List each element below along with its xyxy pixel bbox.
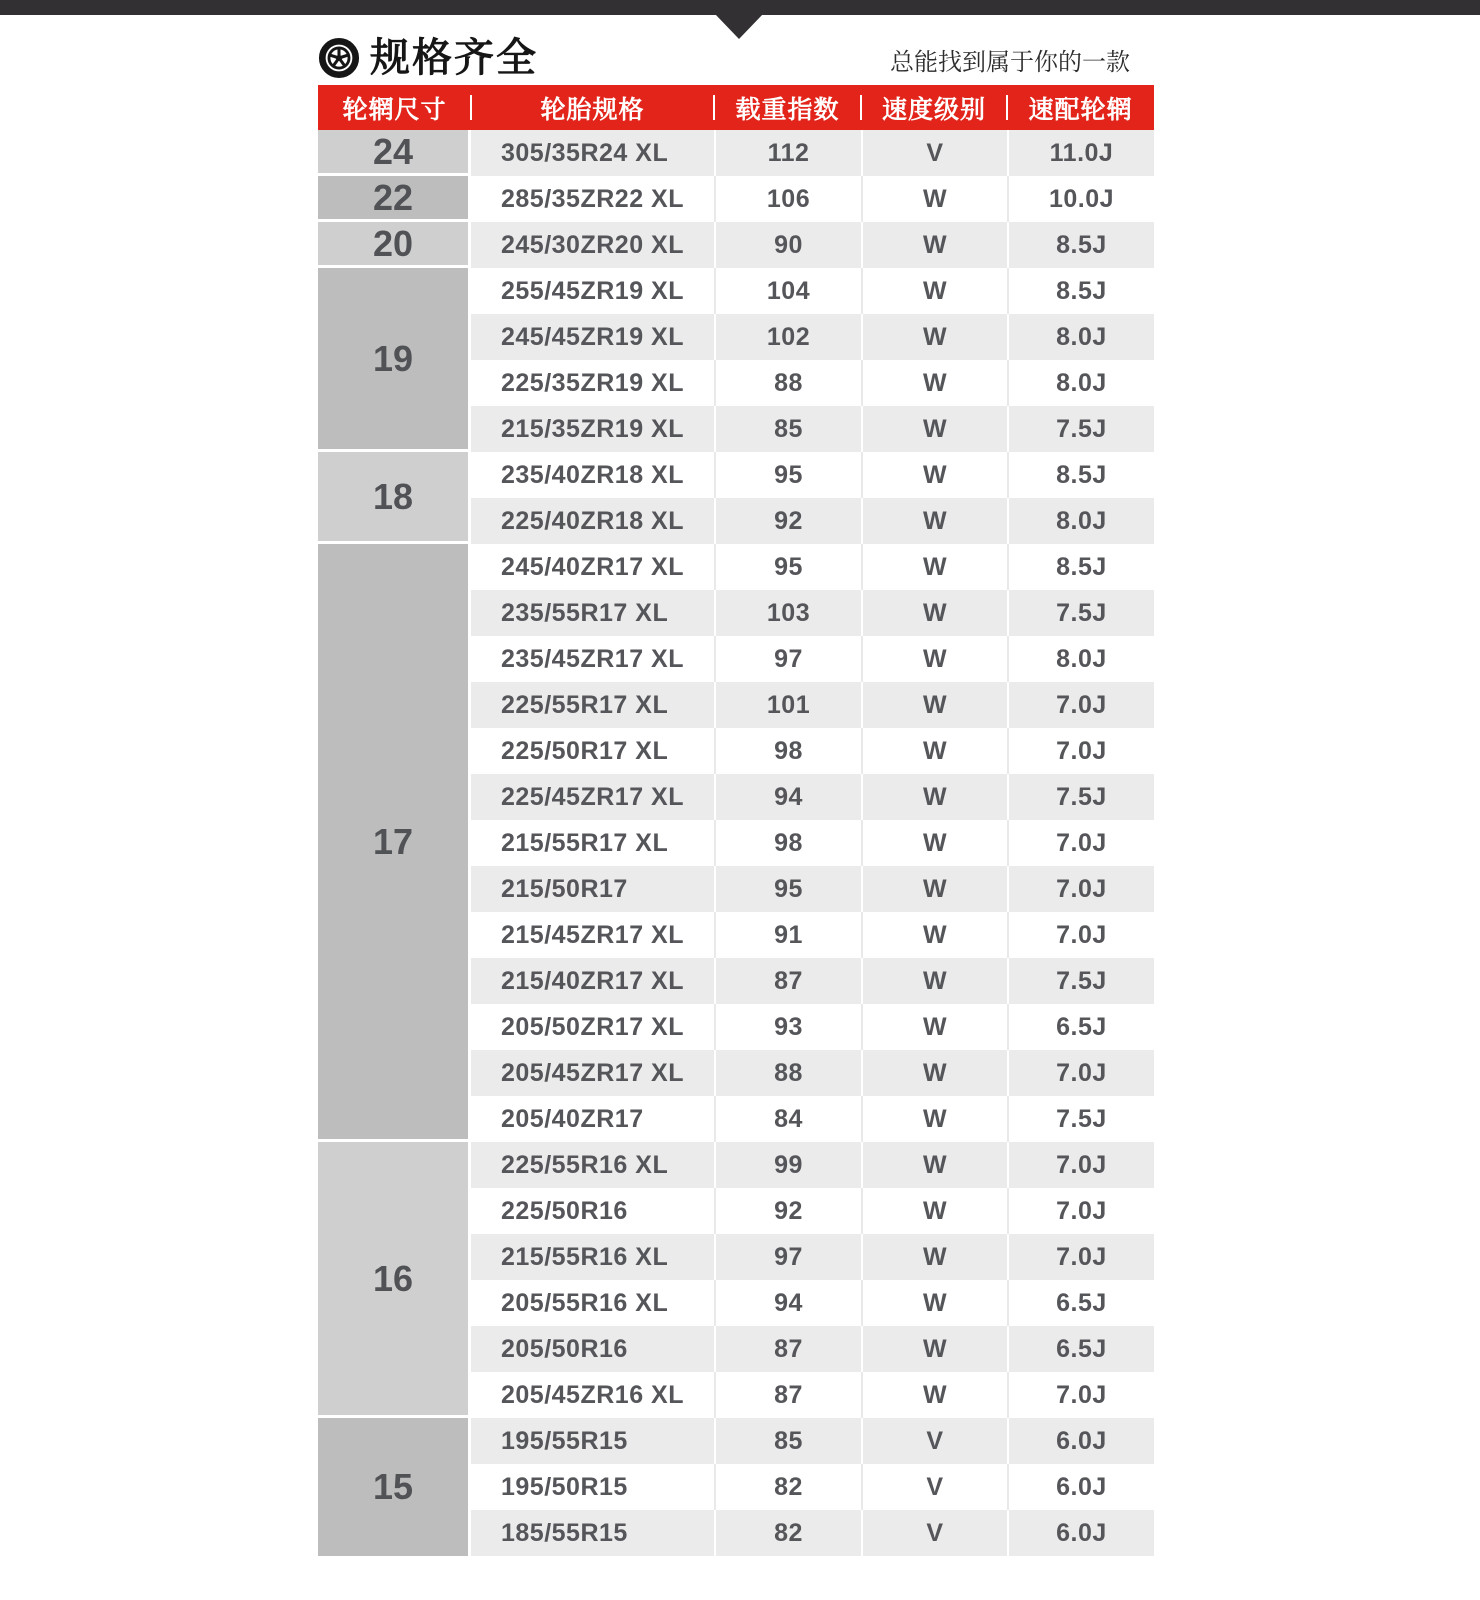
rim-match-cell: 7.0J [1007,820,1154,866]
speed-rating-cell: W [861,1188,1007,1234]
speed-rating-cell: W [861,958,1007,1004]
tire-spec-cell: 225/55R17 XL [501,690,669,719]
load-index-cell: 94 [714,774,861,820]
speed-rating-cell: W [861,590,1007,636]
rim-match-cell: 6.5J [1007,1326,1154,1372]
rim-match-cell: 11.0J [1007,130,1154,176]
rim-match-cell: 7.0J [1007,1372,1154,1418]
load-index-cell: 106 [714,176,861,222]
section-header [318,30,1154,80]
tire-spec-cell: 245/40ZR17 XL [501,552,684,581]
rim-size-cell: 15 [318,1418,468,1556]
load-index-cell: 95 [714,452,861,498]
load-index-cell: 85 [714,406,861,452]
table-row [471,1464,1154,1510]
tire-spec-cell: 235/55R17 XL [501,598,669,627]
table-row [471,1280,1154,1326]
load-index-cell: 99 [714,1142,861,1188]
rim-match-cell: 6.5J [1007,1004,1154,1050]
rim-match-cell: 7.0J [1007,1050,1154,1096]
table-row [471,130,1154,176]
tire-spec-cell: 205/45ZR17 XL [501,1058,684,1087]
spec-table [318,85,1154,1556]
table-row [471,314,1154,360]
rim-size-cell: 24 [318,130,468,176]
speed-rating-cell: W [861,268,1007,314]
tire-spec-cell: 205/50ZR17 XL [501,1012,684,1041]
rim-size-cell: 20 [318,222,468,268]
speed-rating-cell: W [861,314,1007,360]
load-index-cell: 92 [714,498,861,544]
rim-match-cell: 6.5J [1007,1280,1154,1326]
col-header-tire-spec: 轮胎规格 [471,85,714,130]
load-index-cell: 87 [714,1372,861,1418]
rim-match-cell: 6.0J [1007,1510,1154,1556]
rim-match-cell: 6.0J [1007,1418,1154,1464]
load-index-cell: 87 [714,958,861,1004]
rim-size-cell: 16 [318,1142,468,1418]
load-index-cell: 101 [714,682,861,728]
rim-group-16 [318,1142,1154,1418]
table-row [471,544,1154,590]
load-index-cell: 91 [714,912,861,958]
speed-rating-cell: W [861,866,1007,912]
table-row [471,1234,1154,1280]
tire-spec-cell: 245/45ZR19 XL [501,322,684,351]
rim-match-cell: 8.0J [1007,360,1154,406]
load-index-cell: 98 [714,820,861,866]
col-header-speed-rating: 速度级别 [861,85,1007,130]
tire-spec-cell: 225/55R16 XL [501,1150,669,1179]
rim-group-15 [318,1418,1154,1556]
load-index-cell: 87 [714,1326,861,1372]
rim-match-cell: 8.0J [1007,498,1154,544]
rim-match-cell: 7.5J [1007,1096,1154,1142]
table-row [471,958,1154,1004]
table-row [471,268,1154,314]
tire-spec-cell: 225/50R16 [501,1196,628,1225]
tire-spec-cell: 215/40ZR17 XL [501,966,684,995]
table-row [471,498,1154,544]
load-index-cell: 97 [714,636,861,682]
rim-size-cell: 19 [318,268,468,452]
section-subtitle: 总能找到属于你的一款 [890,49,1130,76]
section-title: 规格齐全 [370,36,538,80]
col-header-load-index: 载重指数 [714,85,861,130]
rim-match-cell: 7.5J [1007,590,1154,636]
table-row [471,820,1154,866]
rim-match-cell: 7.0J [1007,1142,1154,1188]
tire-spec-cell: 305/35R24 XL [501,138,669,167]
table-row [471,682,1154,728]
table-row [471,590,1154,636]
table-header [318,85,1154,130]
speed-rating-cell: V [861,1510,1007,1556]
rim-group-22 [318,176,1154,222]
speed-rating-cell: W [861,1326,1007,1372]
table-row [471,360,1154,406]
tire-spec-cell: 225/45ZR17 XL [501,782,684,811]
speed-rating-cell: W [861,1142,1007,1188]
speed-rating-cell: W [861,176,1007,222]
rim-match-cell: 8.5J [1007,268,1154,314]
load-index-cell: 98 [714,728,861,774]
speed-rating-cell: V [861,1418,1007,1464]
speed-rating-cell: W [861,544,1007,590]
load-index-cell: 95 [714,544,861,590]
spec-section [318,30,1154,1556]
rim-group-19 [318,268,1154,452]
tire-spec-cell: 205/40ZR17 [501,1104,644,1133]
rim-group-20 [318,222,1154,268]
tire-spec-cell: 235/45ZR17 XL [501,644,684,673]
table-row [471,452,1154,498]
tire-spec-cell: 225/35ZR19 XL [501,368,684,397]
rim-match-cell: 8.0J [1007,636,1154,682]
table-row [471,728,1154,774]
speed-rating-cell: W [861,1004,1007,1050]
tire-spec-cell: 255/45ZR19 XL [501,276,684,305]
table-row [471,1372,1154,1418]
load-index-cell: 97 [714,1234,861,1280]
tire-spec-cell: 245/30ZR20 XL [501,230,684,259]
tire-spec-cell: 195/55R15 [501,1426,628,1455]
speed-rating-cell: W [861,498,1007,544]
table-row [471,1510,1154,1556]
load-index-cell: 88 [714,1050,861,1096]
speed-rating-cell: W [861,1280,1007,1326]
table-row [471,1004,1154,1050]
rim-size-cell: 17 [318,544,468,1142]
top-divider-bar [0,0,1480,15]
rim-match-cell: 8.0J [1007,314,1154,360]
tire-spec-cell: 235/40ZR18 XL [501,460,684,489]
table-row [471,912,1154,958]
table-row [471,1096,1154,1142]
tire-spec-cell: 205/50R16 [501,1334,628,1363]
rim-match-cell: 8.5J [1007,544,1154,590]
tire-spec-cell: 215/55R17 XL [501,828,669,857]
load-index-cell: 94 [714,1280,861,1326]
load-index-cell: 95 [714,866,861,912]
table-row [471,1418,1154,1464]
table-row [471,1326,1154,1372]
rim-match-cell: 8.5J [1007,452,1154,498]
table-body [318,130,1154,1556]
rim-group-18 [318,452,1154,544]
speed-rating-cell: W [861,636,1007,682]
rim-match-cell: 7.5J [1007,774,1154,820]
table-row [471,222,1154,268]
table-row [471,176,1154,222]
speed-rating-cell: W [861,820,1007,866]
tire-spec-cell: 205/45ZR16 XL [501,1380,684,1409]
load-index-cell: 82 [714,1464,861,1510]
load-index-cell: 90 [714,222,861,268]
tire-spec-cell: 215/50R17 [501,874,628,903]
table-row [471,1050,1154,1096]
speed-rating-cell: V [861,130,1007,176]
tire-spec-cell: 285/35ZR22 XL [501,184,684,213]
load-index-cell: 103 [714,590,861,636]
load-index-cell: 102 [714,314,861,360]
rim-match-cell: 6.0J [1007,1464,1154,1510]
load-index-cell: 92 [714,1188,861,1234]
table-row [471,1142,1154,1188]
rim-match-cell: 7.0J [1007,1234,1154,1280]
col-header-rim-size: 轮辋尺寸 [342,95,447,124]
rim-match-cell: 7.0J [1007,728,1154,774]
speed-rating-cell: W [861,360,1007,406]
tire-spec-cell: 215/45ZR17 XL [501,920,684,949]
rim-match-cell: 7.5J [1007,958,1154,1004]
table-row [471,636,1154,682]
tire-spec-cell: 225/40ZR18 XL [501,506,684,535]
rim-match-cell: 7.0J [1007,682,1154,728]
rim-group-24 [318,130,1154,176]
speed-rating-cell: W [861,1050,1007,1096]
load-index-cell: 82 [714,1510,861,1556]
table-row [471,866,1154,912]
speed-rating-cell: W [861,912,1007,958]
rim-match-cell: 10.0J [1007,176,1154,222]
speed-rating-cell: W [861,682,1007,728]
speed-rating-cell: W [861,1096,1007,1142]
rim-match-cell: 8.5J [1007,222,1154,268]
speed-rating-cell: W [861,774,1007,820]
load-index-cell: 112 [714,130,861,176]
wheel-icon [318,37,360,79]
rim-group-17 [318,544,1154,1142]
load-index-cell: 104 [714,268,861,314]
rim-match-cell: 7.0J [1007,1188,1154,1234]
tire-spec-cell: 215/35ZR19 XL [501,414,684,443]
table-row [471,406,1154,452]
rim-size-cell: 18 [318,452,468,544]
load-index-cell: 93 [714,1004,861,1050]
tire-spec-cell: 185/55R15 [501,1518,628,1547]
load-index-cell: 84 [714,1096,861,1142]
rim-size-cell: 22 [318,176,468,222]
speed-rating-cell: V [861,1464,1007,1510]
tire-spec-cell: 225/50R17 XL [501,736,669,765]
rim-match-cell: 7.5J [1007,406,1154,452]
load-index-cell: 85 [714,1418,861,1464]
speed-rating-cell: W [861,452,1007,498]
speed-rating-cell: W [861,406,1007,452]
tire-spec-cell: 215/55R16 XL [501,1242,669,1271]
speed-rating-cell: W [861,1372,1007,1418]
speed-rating-cell: W [861,222,1007,268]
rim-match-cell: 7.0J [1007,866,1154,912]
speed-rating-cell: W [861,728,1007,774]
rim-match-cell: 7.0J [1007,912,1154,958]
table-row [471,774,1154,820]
tire-spec-cell: 195/50R15 [501,1472,628,1501]
col-header-rim-match: 速配轮辋 [1007,85,1154,130]
load-index-cell: 88 [714,360,861,406]
speed-rating-cell: W [861,1234,1007,1280]
tire-spec-cell: 205/55R16 XL [501,1288,669,1317]
table-row [471,1188,1154,1234]
